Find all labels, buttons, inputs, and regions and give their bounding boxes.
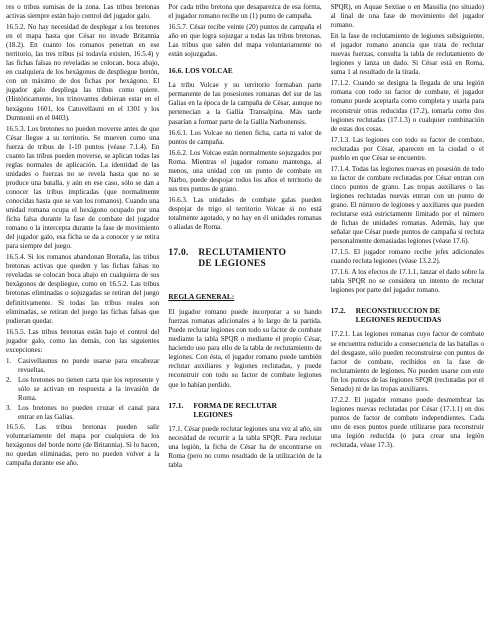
section-number: 17.1. xyxy=(168,400,184,410)
paragraph: 16.5.4. Si los romanos abandonan Bretaña, las tribus bretonas activas que queden y las fichas falsas no reveladas se colocan boca abajo en cualquiera de sus hexágonos de despliegue, como en 16.5.2. Las tribus bretonas eliminadas o sojuzgadas se retiran del juego definitivamente. Si todas las tribus reales son eliminadas, se retiran del juego las fichas falsas que pudieran quedar. xyxy=(6,253,160,325)
chapter-title-line1: RECLUTAMIENTO xyxy=(198,248,287,259)
paragraph: 16.5.2. No hay necesidad de desplegar a los bretones en el mapa hasta que César no invade Britannia (18.2). En cuanto los romanos penetran en ese territorio, las tres tribus (si todavía existen, 16.5.4) y las fichas falsas no reveladas se colocan, boca abajo, en cualquiera de los hexágonos de despliegue bretón, con un máximo de dos fichas por hexágono. El jugador galo despliega las tribus como quiere. (Históricamente, los trinovantes debieran estar en el hexágono 1601, los Catuvellauni en el 1301 y los Dumnonii en el 0403). xyxy=(6,23,160,122)
chapter-heading xyxy=(168,248,321,270)
paragraph: 16.6.2. Los Volcae están normalmente sojuzgados por Roma. Mientras el jugador romano mantenga, al menos, una unidad con un punto de combate en Narbo, puede despojar todos los años el territorio de sus tres puntos de grano. xyxy=(168,148,322,193)
paragraph: 16.5.7. César recibe veinte (20) puntos de campaña el año en que logra sojuzgar a todas las tribus bretonas. Las tribus que salen del mapa voluntariamente no están sojuzgadas. xyxy=(168,23,322,59)
paragraph: Por cada tribu bretona que desaparezca de esa forma, el jugador romano recibe un (1) punto de campaña. xyxy=(168,3,322,21)
list-item-number: 3. xyxy=(6,404,12,413)
list-item-number: 2. xyxy=(6,375,12,384)
paragraph: res o tribus sumisas de la zona. Las tribus bretonas activas siempre están bajo control del jugador galo. xyxy=(6,3,160,21)
paragraph: El jugador romano puede incorporar a su bando fuerzas romanas adicionales a lo largo de la partida. Puede reclutar legiones con todo su factor de combate mediante la tabla SPQR o mediante el propio César, haciendo uso para ello de la tabla de reclutamiento de legiones. Con ésta, el jugador romano puede también reclutar auxiliares y legiones reclutadas, y puede reconstruir con todo su factor de combate legiones que lo habían perdido. xyxy=(168,308,322,389)
section-title-line2: LEGIONES REDUCIDAS xyxy=(355,315,442,325)
column-right xyxy=(331,3,484,640)
paragraph: 16.6.3. Las unidades de combate galas pueden despojar de trigo el territorio Volcae si no está totalmente agotado, y no hay en él unidades romanas o aliadas de Roma. xyxy=(168,195,322,232)
paragraph: 17.2.2. El jugador romano puede desmembrar las legiones nuevas reclutadas por César (17.1.1) en dos puntos de factor de combate independientes. Cada uno de esos puntos puede utilizarse para reconstruir una legión reducida (o para crear una legión reclutada, véase 17.3). xyxy=(330,395,484,450)
paragraph: 17.1.3. Las legiones con todo su factor de combate, reclutadas por César, aparecen en la ciudad o el pueblo en que César se encuentre. xyxy=(330,135,484,162)
section-title-line1: FORMA DE RECLUTAR xyxy=(193,400,277,410)
list-item xyxy=(6,376,159,403)
list-item-number: 1. xyxy=(6,356,12,365)
column-middle xyxy=(168,3,321,640)
paragraph: 16.5.3. Los bretones no pueden moverse antes de que César llegue a su territorio. Se mueven como una fuerza de tribus de 1-10 puntos (véase 7.1.4). En cuanto las tribus pueden moverse, se aplican todas las reglas normales de aplicación. La identidad de las unidades o fuerzas no se revela hasta que no se produce una batalla, y aún en ese caso, sólo se dan a conocer las tribus implicadas (que normalmente conocidas hasta que se van los romanos). Cuando una unidad romana ocupa el hexágono ocupado por una ficha falsa durante la fase de combate del jugador romano o la intercepta durante la fase de movimiento del jugador galo, esa ficha se da a conocer y se retira para siempre del juego. xyxy=(6,124,160,251)
section-heading: 16.6. LOS VOLCAE xyxy=(168,67,233,76)
chapter-number: 17.0. xyxy=(168,248,189,259)
paragraph: 16.5.6. Las tribus bretonas pueden salir voluntariamente del mapa por cualquiera de los hexágonos del borde norte (de Britannia). Si lo hacen, no quedan eliminadas, pero no pueden volver a la campaña durante ese año. xyxy=(6,423,160,468)
paragraph: 17.1.2. Cuando se designa la llegada de una legión romana con todo su factor de combate, el jugador romano puede aceptarla como completa y usarla para reconstruir otras reducidas (17.2), tomarla como dos legiones reclutadas (17.1.3) o cualquier combinación de estas dos cosas. xyxy=(330,79,484,133)
paragraph: SPQR), en Aquae Sextiae o en Massilia (no situado) al final de una fase de movimiento del jugador romano. xyxy=(330,3,484,30)
section-heading xyxy=(331,306,484,324)
list-item xyxy=(6,357,159,375)
list-item xyxy=(6,404,159,422)
chapter-title-line2: DE LEGIONES xyxy=(198,259,266,270)
section-title-line1: RECONSTRUCCION DE xyxy=(355,306,441,316)
paragraph: 17.1. César puede reclutar legiones una vez al año, sin necesidad de recurrir a la tabla SPQR. Para reclutar una legión, la ficha de César ha de encontrarse en Roma (pero no como resultado de la utilización de la tabla xyxy=(168,424,322,469)
list-item-text: Los bretones no tienen carta que los represente y sólo se activan en respuesta a la invasión de Roma. xyxy=(18,375,160,402)
paragraph: 17.1.5. El jugador romano recibe jefes adicionales cuando recluta legiones (véase 13.2.2). xyxy=(330,248,484,266)
subheading: REGLA GENERAL: xyxy=(168,292,235,302)
section-number: 17.2. xyxy=(330,306,346,316)
section-title-line2: LEGIONES xyxy=(193,409,233,419)
paragraph: 17.2.1. Las legiones romanas cuyo factor de combate se encuentra reducido a consecuencia de las batallas o del desgaste, sólo pueden reconstruirse con puntos de factor de combate, recibidos en la fase de reclutamiento de legiones. No pueden usarse con este fin los puntos de las legiones SPQR (reclutadas por el Senado) ni de las tropas auxiliares. xyxy=(330,330,484,393)
paragraph: En la fase de reclutamiento de legiones subsiguiente, el jugador romano anuncia que trata de reclutar nuevas fuerzas, consulta la tabla de reclutamiento de legiones y lanza un dado. Si César está en Roma, suma 1 al resultado de la tirada. xyxy=(330,32,484,77)
paragraph: 17.1.6. A los efectos de 17.1.1, lanzar el dado sobre la tabla SPQR no se considera un intento de reclutar legiones por parte del jugador romano. xyxy=(330,268,484,295)
column-left xyxy=(6,3,159,640)
paragraph: 16.5.5. Las tribus bretonas están bajo el control del jugador galo, como las demás, con las siguientes excepciones: xyxy=(6,327,160,354)
list-item-text: Casivellaunus no puede usarse para encabezar revueltas. xyxy=(18,356,160,374)
paragraph: 17.1.4. Todas las legiones nuevas en posesión de todo su factor de combate reclutadas por César entran con cinco puntos de grano. Las tropas auxiliares o las legiones reclutadas nuevas entran con un punto de grano. El número de legiones y auxiliares que pueden reclutarse está estrictamente limitado por el número de fichas de unidades romanas. Además, hay que señalar que César puede puntos de campaña si recluta personalmente demasiadas legiones (véase 17.6). xyxy=(330,164,484,246)
list-item-text: Los bretones no pueden cruzar el canal para entrar en las Galias. xyxy=(18,404,160,422)
section-heading xyxy=(168,401,321,419)
paragraph: 16.6.1. Los Volcae no tienen ficha, carta ni valor de puntos de campaña. xyxy=(168,128,322,146)
paragraph: La tribu Volcae y su territorio formaban parte permanente de las posesiones romanas del sur de las Galias en la época de la campaña de César, aunque no pertenecían a la Gallia Transalpina. Más tarde pasarían a formar parte de la Gallia Narbonensis. xyxy=(168,81,322,126)
